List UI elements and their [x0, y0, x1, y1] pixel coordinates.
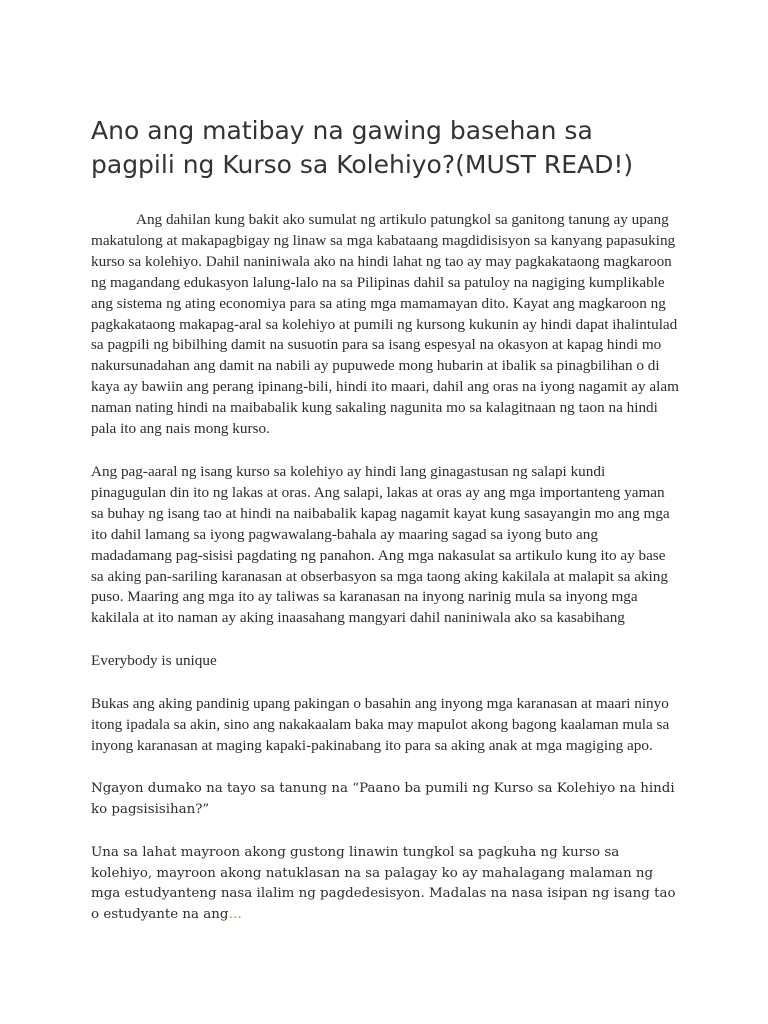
- read-more-ellipsis: …: [228, 907, 242, 923]
- paragraph-cost: Ang pag-aaral ng isang kurso sa kolehiyo ay hindi lang ginagastusan ng salapi kundi pinagugulan din ito ng lakas at oras. Ang salapi, lakas at oras ay ang mga importanteng yaman sa buhay ng isang tao at hindi na naibabalik kapag nagamit kayat kung sasayangin mo ang mga ito dahil lamang sa iyong pagwawalang-bahala ay maaring sagad sa iyong buto ang madadamang pag-sisisi pagdating ng panahon. Ang mga nakasulat sa artikulo kung ito ay base sa aking pan-sariling karanasan at obserbasyon sa mga taong aking kakilala at malapit sa aking puso. Maaring ang mga ito ay taliwas sa karanasan na inyong narinig mula sa inyong mga kakilala at ito naman ay aking inaasahang mangyari dahil naniniwala ako sa kasabihang: [91, 462, 670, 627]
- paragraph-invitation: Bukas ang aking pandinig upang pakingan o basahin ang inyong mga karanasan at maari ninyo itong ipadala sa akin, sino ang nakakaalam baka may mapulot akong bagong kaalaman mula sa inyong karanasan at maging kapaki-pakinabang ito para sa aking anak at mga magiging apo.: [91, 695, 670, 754]
- paragraph-clarification-text: Una sa lahat mayroon akong gustong linawin tungkol sa pagkuha ng kurso sa kolehiyo, mayroon akong natuklasan na sa palagay ko ay mahalagang malaman ng mga estudyanteng nasa ilalim ng pagdedesisyon. Madalas na nasa isipan ng isang tao o estudyante na ang: [91, 844, 676, 923]
- document-page: [91, 114, 681, 948]
- paragraph-question: Ngayon dumako na tayo sa tanung na “Paano ba pumili ng Kurso sa Kolehiyo na hindi ko pagsisisihan?”: [91, 780, 675, 817]
- paragraph-clarification: [91, 843, 681, 927]
- paragraph-intro: Ang dahilan kung bakit ako sumulat ng artikulo patungkol sa ganitong tanung ay upang makatulong at makapagbigay ng linaw sa mga kabataang magdidisisyon sa kanyang papasuking kurso sa kolehiyo. Dahil naniniwala ako na hindi lahat ng tao ay may pagkakataong magkaroon ng magandang edukasyon lalung-lalo na sa Pilipinas dahil sa patuloy na nagiging kumplikable ang sistema ng ating economiya para sa ating mga mamamayan dito. Kayat ang magkaroon ng pagkakataong makapag-aral sa kolehiyo at pumili ng kursong kukunin ay hindi dapat ihalintulad sa pagpili ng bibilhing damit na susuotin para sa isang espesyal na okasyon at kapag hindi mo nakursunadahan ang damit na nabili ay pupuwede mong hubarin at ibalik sa pinagbilihan o di kaya ay bawiin ang perang ipinang-bili, hindi ito maari, dahil ang oras na iyong nagamit ay alam naman nating hindi na maibabalik kung sakaling nagunita mo sa kalagitnaan ng taon na hindi pala ito ang nais mong kurso.: [91, 211, 679, 438]
- article-title: Ano ang matibay na gawing basehan sa pagpili ng Kurso sa Kolehiyo?(MUST READ!): [91, 116, 634, 179]
- paragraph-saying: Everybody is unique: [91, 652, 217, 670]
